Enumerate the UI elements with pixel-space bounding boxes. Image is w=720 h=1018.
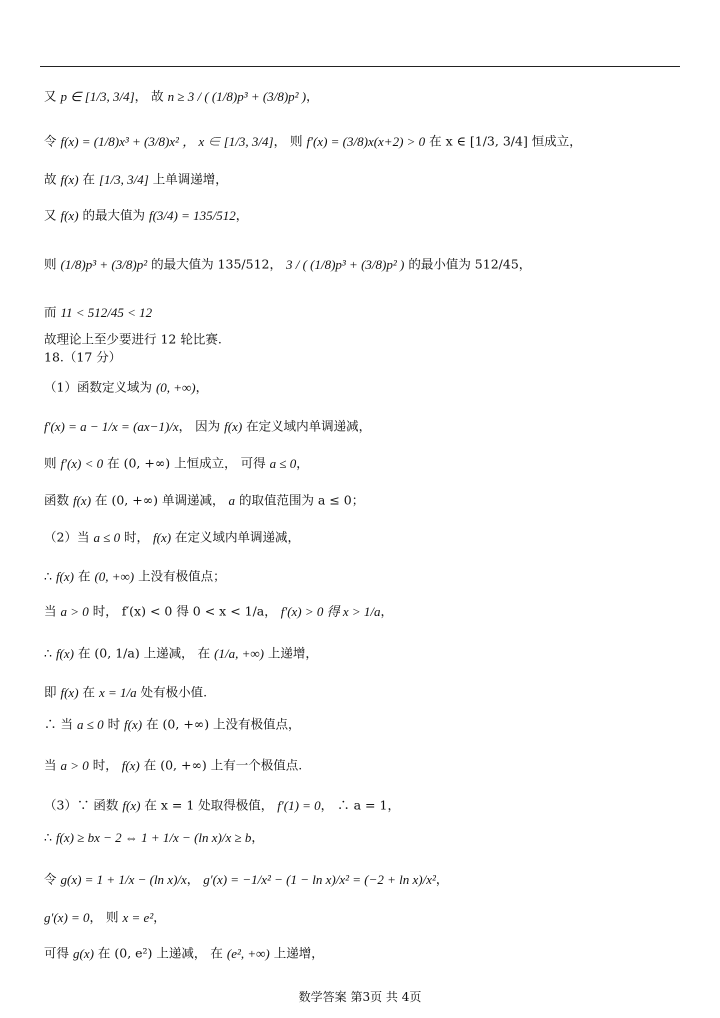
line-text: 上没有极值点； bbox=[134, 568, 226, 584]
math-expression: (1/8)p³ + (3/8)p² bbox=[60, 257, 148, 272]
solution-line bbox=[44, 90, 319, 103]
line-text: 在 (0, e²) 上递减， 在 bbox=[93, 945, 227, 961]
solution-line bbox=[44, 531, 300, 544]
math-expression: (0, +∞) bbox=[155, 380, 196, 395]
solution-line bbox=[44, 605, 393, 618]
line-text: 在 bbox=[78, 684, 99, 700]
line-text: ， 故 bbox=[134, 88, 168, 104]
line-text: 函数 bbox=[44, 492, 73, 508]
math-expression: f(x) bbox=[55, 646, 74, 661]
math-expression: f′(x) > 0 得 x > 1/a bbox=[280, 604, 381, 619]
math-expression: f(x) bbox=[153, 530, 172, 545]
math-expression: a > 0 bbox=[60, 604, 89, 619]
line-text: 的最小值为 512/45， bbox=[404, 256, 532, 272]
line-text: 则 bbox=[44, 455, 61, 471]
math-expression: a bbox=[228, 493, 235, 508]
solution-line bbox=[44, 381, 208, 394]
solution-line bbox=[44, 173, 228, 186]
line-text: 在 x ∈ [1/3, 3/4] 恒成立， bbox=[425, 133, 582, 149]
solution-line bbox=[44, 570, 226, 583]
line-text: 又 bbox=[44, 207, 61, 223]
math-expression: f(x) = (1/8)x³ + (3/8)x² ， x ∈ [1/3, 3/4] bbox=[60, 134, 274, 149]
solution-line bbox=[44, 351, 121, 364]
line-text: 又 bbox=[44, 88, 61, 104]
math-expression: [1/3, 3/4] bbox=[98, 172, 149, 187]
solution-line bbox=[44, 799, 400, 812]
math-expression: a ≤ 0 bbox=[76, 717, 104, 732]
math-expression: f(x) bbox=[72, 493, 92, 508]
page-footer: 数学答案 第3页 共 4页 bbox=[298, 990, 422, 1004]
line-text: 在 bbox=[73, 568, 95, 584]
line-text: 可得 bbox=[44, 945, 73, 961]
math-expression: f(x) bbox=[60, 208, 79, 223]
math-expression: f(x) bbox=[121, 758, 140, 773]
math-expression: f(x) bbox=[60, 172, 79, 187]
math-expression: n ≥ 3 / ( (1/8)p³ + (3/8)p² ) bbox=[167, 89, 307, 104]
line-text: ， bbox=[251, 829, 264, 845]
math-expression: 3 / ( (1/8)p³ + (3/8)p² ) bbox=[285, 257, 405, 272]
solution-line bbox=[44, 457, 309, 470]
math-expression: f′(1) = 0 bbox=[277, 798, 321, 813]
math-expression: p ∈ [1/3, 3/4] bbox=[60, 89, 135, 104]
solution-line bbox=[44, 873, 448, 886]
line-text: ， ∴ a = 1， bbox=[320, 797, 400, 813]
line-text: 令 bbox=[44, 133, 61, 149]
line-text: ∴ 当 bbox=[44, 716, 77, 732]
header-rule bbox=[40, 66, 680, 67]
line-text: （2）当 bbox=[44, 529, 94, 545]
solution-line bbox=[44, 947, 324, 960]
solution-line bbox=[44, 420, 371, 433]
math-expression: x = 1/a bbox=[98, 685, 137, 700]
line-text: 当 bbox=[44, 757, 61, 773]
line-text: （1）函数定义域为 bbox=[44, 379, 156, 395]
math-expression: f(x) bbox=[60, 685, 79, 700]
math-expression: g′(x) = −1/x² − (1 − ln x)/x² = (−2 + ln x)/x² bbox=[203, 872, 436, 887]
solution-line bbox=[44, 759, 302, 772]
line-text: ， bbox=[380, 603, 394, 619]
line-text: ， bbox=[296, 455, 309, 471]
line-text: 处有极小值. bbox=[136, 684, 208, 700]
math-expression: a > 0 bbox=[60, 758, 89, 773]
line-text: ， 则 bbox=[89, 909, 123, 925]
math-expression: g′(x) = 0 bbox=[44, 910, 90, 925]
math-expression: f′(x) = (3/8)x(x+2) > 0 bbox=[306, 134, 426, 149]
line-text: 则 bbox=[44, 256, 61, 272]
math-expression: f(x) bbox=[55, 569, 74, 584]
line-text: 时， bbox=[88, 757, 122, 773]
line-text: （3）∵ 函数 bbox=[44, 797, 123, 813]
solution-line bbox=[44, 333, 222, 346]
math-expression: f′(x) < 0 bbox=[60, 456, 104, 471]
line-text: ， bbox=[195, 379, 209, 395]
math-expression: f(x) bbox=[122, 798, 141, 813]
math-expression: 11 < 512/45 < 12 bbox=[60, 305, 153, 320]
line-text: ， bbox=[235, 207, 249, 223]
solution-line bbox=[44, 209, 248, 222]
line-text: 时 bbox=[103, 716, 125, 732]
math-expression: f(3/4) = 135/512 bbox=[148, 208, 236, 223]
solution-line bbox=[44, 718, 301, 731]
line-text: 在 bbox=[78, 171, 99, 187]
line-text: 上递增， bbox=[263, 645, 318, 661]
line-text: 18.（17 分） bbox=[44, 349, 122, 365]
math-expression: g(x) bbox=[72, 946, 94, 961]
line-text: 在 (0, +∞) 上恒成立， 可得 bbox=[103, 455, 270, 471]
line-text: ∴ bbox=[44, 829, 56, 845]
solution-line bbox=[44, 306, 152, 319]
solution-line bbox=[44, 135, 582, 148]
line-text: 在 (0, +∞) 单调递减， bbox=[91, 492, 229, 508]
line-text: 在定义域内单调递减， bbox=[171, 529, 301, 545]
solution-line bbox=[44, 647, 318, 660]
line-text: ， bbox=[153, 909, 166, 925]
math-expression: a ≤ 0 bbox=[93, 530, 121, 545]
solution-line bbox=[44, 831, 264, 844]
line-text: ∴ bbox=[44, 645, 56, 661]
math-expression: f(x) ≥ bx − 2 ⇔ 1 + 1/x − (ln x)/x ≥ b bbox=[55, 830, 252, 845]
solution-line bbox=[44, 686, 207, 699]
line-text: 在 x = 1 处取得极值， bbox=[140, 797, 278, 813]
line-text: 的最大值为 bbox=[78, 207, 149, 223]
line-text: 在 (0, +∞) 上没有极值点， bbox=[142, 716, 301, 732]
math-expression: f(x) bbox=[124, 717, 143, 732]
math-expression: f(x) bbox=[224, 419, 243, 434]
line-text: 当 bbox=[44, 603, 61, 619]
line-text: ， bbox=[435, 871, 449, 887]
math-expression: (e², +∞) bbox=[226, 946, 270, 961]
line-text: 在 (0, +∞) 上有一个极值点. bbox=[139, 757, 303, 773]
line-text: ， bbox=[306, 88, 319, 104]
math-expression: g(x) = 1 + 1/x − (ln x)/x bbox=[60, 872, 187, 887]
line-text: 时， bbox=[120, 529, 154, 545]
solution-line bbox=[44, 494, 364, 507]
line-text: ∴ bbox=[44, 568, 56, 584]
line-text: 在 (0, 1/a) 上递减， 在 bbox=[73, 645, 215, 661]
line-text: 即 bbox=[44, 684, 61, 700]
line-text: 故理论上至少要进行 12 轮比赛. bbox=[44, 331, 222, 347]
line-text: 的取值范围为 a ≤ 0； bbox=[234, 492, 365, 508]
math-expression: (0, +∞) bbox=[94, 569, 135, 584]
line-text: 的最大值为 135/512， bbox=[147, 256, 286, 272]
math-expression: (1/a, +∞) bbox=[214, 646, 264, 661]
line-text: 上单调递增， bbox=[148, 171, 228, 187]
math-expression: a ≤ 0 bbox=[269, 456, 297, 471]
line-text: ， 则 bbox=[273, 133, 307, 149]
line-text: 在定义域内单调递减， bbox=[242, 418, 372, 434]
line-text: 上递增， bbox=[269, 945, 324, 961]
solution-line bbox=[44, 911, 166, 924]
line-text: 故 bbox=[44, 171, 61, 187]
line-text: ， 因为 bbox=[178, 418, 225, 434]
line-text: ， bbox=[186, 871, 204, 887]
line-text: 而 bbox=[44, 304, 61, 320]
math-expression: x = e² bbox=[122, 910, 154, 925]
line-text: 令 bbox=[44, 871, 61, 887]
solution-line bbox=[44, 258, 531, 271]
math-expression: f′(x) = a − 1/x = (ax−1)/x bbox=[44, 419, 179, 434]
line-text: 时， f′(x) < 0 得 0 < x < 1/a， bbox=[88, 603, 281, 619]
